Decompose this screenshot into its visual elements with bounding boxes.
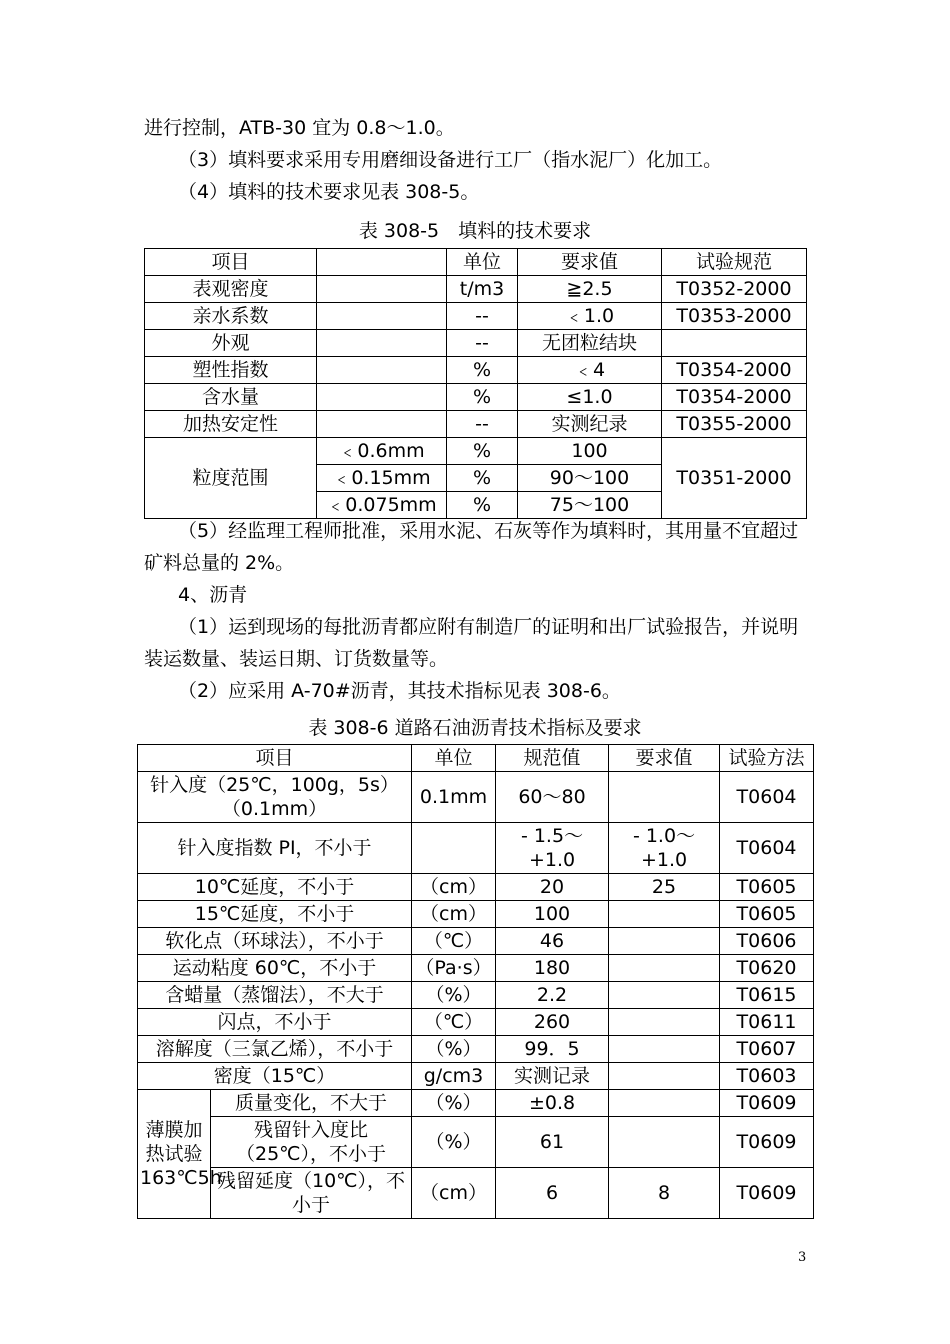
table-cell: - 1.5～+1.0 [496,823,609,874]
table-cell: T0354-2000 [662,384,807,411]
table-cell: 无团粒结块 [518,330,662,357]
paragraph-filler-cement-lime: （5）经监理工程师批准，采用水泥、石灰等作为填料时，其用量不宜超过矿料总量的 2%。 [144,520,799,574]
table-cell: 10℃延度，不小于 [138,874,412,901]
column-header [317,249,447,276]
grading-row [145,438,807,465]
table-cell: （%） [412,1090,496,1117]
table-cell: （Pa·s） [412,955,496,982]
table-row [138,1063,814,1090]
table-cell: 25 [609,874,720,901]
table-row [145,276,807,303]
table-cell: -- [447,303,518,330]
table-cell: T0604 [720,823,814,874]
column-header: 要求值 [609,745,720,772]
table-cell: 含水量 [145,384,317,411]
table-cell: 含蜡量（蒸馏法），不大于 [138,982,412,1009]
table-header-row [145,249,807,276]
table-cell: -- [447,330,518,357]
table-row [138,823,814,874]
tfot-row [138,1117,814,1168]
table-row [145,330,807,357]
table-cell: 残留针入度比（25℃），不小于 [211,1117,412,1168]
table-cell [609,928,720,955]
table-cell [317,303,447,330]
table-cell: 90～100 [518,465,662,492]
table-cell [609,1036,720,1063]
column-header: 项目 [145,249,317,276]
table-cell: g/cm3 [412,1063,496,1090]
table-row [145,303,807,330]
table-cell: 质量变化，不大于 [211,1090,412,1117]
table-cell: （%） [412,982,496,1009]
table-cell [609,1063,720,1090]
table-cell: T0609 [720,1168,814,1219]
table-cell: % [447,384,518,411]
table-cell: 亲水系数 [145,303,317,330]
tfot-row [138,1090,814,1117]
paragraph-filler-reference: （4）填料的技术要求见表 308-5。 [178,181,480,203]
table-cell [317,384,447,411]
table-308-6-caption: 表 308-6 道路石油沥青技术指标及要求 [308,717,642,739]
table-cell [609,955,720,982]
table-cell: % [447,492,518,519]
table-cell: 99．5 [496,1036,609,1063]
table-cell: 闪点，不小于 [138,1009,412,1036]
column-header: 单位 [412,745,496,772]
table-row [145,411,807,438]
table-row [138,982,814,1009]
table-cell: T0355-2000 [662,411,807,438]
table-cell: 260 [496,1009,609,1036]
table-cell: T0605 [720,874,814,901]
table-cell: 运动粘度 60℃，不小于 [138,955,412,982]
table-cell: 0.1mm [412,772,496,823]
table-row [145,384,807,411]
table-cell: （℃） [412,1009,496,1036]
table-cell: 6 [496,1168,609,1219]
table-cell: T0611 [720,1009,814,1036]
table-row [138,1009,814,1036]
table-row [138,928,814,955]
table-cell: ﹤0.075mm [317,492,447,519]
table-cell: （℃） [412,928,496,955]
table-cell: ≧2.5 [518,276,662,303]
table-cell: 75～100 [518,492,662,519]
table-cell [317,411,447,438]
table-cell: 溶解度（三氯乙烯），不小于 [138,1036,412,1063]
table-cell: T0607 [720,1036,814,1063]
table-row [138,955,814,982]
table-cell [609,901,720,928]
table-row [138,772,814,823]
table-cell [317,357,447,384]
table-row [138,874,814,901]
table-cell: 针入度（25℃，100g，5s）（0.1mm） [138,772,412,823]
paragraph-asphalt-certificate: （1）运到现场的每批沥青都应附有制造厂的证明和出厂试验报告，并说明装运数量、装运日期、订货数量等。 [144,616,799,670]
table-cell: ﹤0.15mm [317,465,447,492]
table-cell: T0609 [720,1090,814,1117]
table-cell: 残留延度（10℃），不小于 [211,1168,412,1219]
table-cell [412,823,496,874]
table-cell: （cm） [412,874,496,901]
column-header: 项目 [138,745,412,772]
table-row [138,901,814,928]
table-cell: 180 [496,955,609,982]
table-cell: （%） [412,1117,496,1168]
grading-label: 粒度范围 [145,438,317,519]
paragraph-atb30: 进行控制，ATB-30 宜为 0.8～1.0。 [144,117,455,139]
table-cell: % [447,465,518,492]
table-cell: ≤1.0 [518,384,662,411]
column-header: 试验规范 [662,249,807,276]
paragraph-asphalt-grade: （2）应采用 A-70#沥青，其技术指标见表 308-6。 [178,680,621,702]
table-cell: ﹤4 [518,357,662,384]
table-cell: 针入度指数 PI，不小于 [138,823,412,874]
page-number: 3 [798,1250,807,1265]
table-cell: （cm） [412,901,496,928]
filler-requirements-table [144,248,807,519]
table-cell [662,330,807,357]
table-cell: T0603 [720,1063,814,1090]
table-cell: 8 [609,1168,720,1219]
table-cell: 61 [496,1117,609,1168]
asphalt-spec-table [137,744,814,1219]
table-cell [609,1009,720,1036]
table-cell: t/m3 [447,276,518,303]
table-cell [317,276,447,303]
table-cell: 密度（15℃） [138,1063,412,1090]
table-cell [317,330,447,357]
table-308-5-caption: 表 308-5 填料的技术要求 [358,220,592,242]
table-cell: 46 [496,928,609,955]
table-cell: 60～80 [496,772,609,823]
table-cell: 外观 [145,330,317,357]
table-cell: T0605 [720,901,814,928]
table-cell: 实测纪录 [518,411,662,438]
table-cell: T0620 [720,955,814,982]
table-cell: 100 [518,438,662,465]
table-row [138,1036,814,1063]
table-cell: 20 [496,874,609,901]
table-cell [609,1090,720,1117]
table-cell: 塑性指数 [145,357,317,384]
column-header: 规范值 [496,745,609,772]
paragraph-filler-processing: （3）填料要求采用专用磨细设备进行工厂（指水泥厂）化加工。 [178,149,723,171]
table-cell [609,982,720,1009]
table-cell: - 1.0～+1.0 [609,823,720,874]
table-cell: 15℃延度，不小于 [138,901,412,928]
table-cell: T0354-2000 [662,357,807,384]
column-header: 单位 [447,249,518,276]
table-cell: T0615 [720,982,814,1009]
table-cell: ﹤0.6mm [317,438,447,465]
column-header: 试验方法 [720,745,814,772]
table-cell [609,772,720,823]
table-cell: T0609 [720,1117,814,1168]
tfot-row [138,1168,814,1219]
table-cell: 100 [496,901,609,928]
table-cell: % [447,357,518,384]
table-cell: T0604 [720,772,814,823]
table-cell: 2.2 [496,982,609,1009]
tfot-label: 薄膜加热试验163℃5h [138,1090,211,1219]
table-header-row [138,745,814,772]
table-cell: （cm） [412,1168,496,1219]
table-cell: ﹤1.0 [518,303,662,330]
table-cell: 表观密度 [145,276,317,303]
table-cell: T0352-2000 [662,276,807,303]
table-cell: -- [447,411,518,438]
table-cell: 软化点（环球法），不小于 [138,928,412,955]
section-heading-asphalt: 4、沥青 [178,584,248,606]
table-cell: % [447,438,518,465]
table-row [145,357,807,384]
table-cell: 实测记录 [496,1063,609,1090]
table-cell: T0353-2000 [662,303,807,330]
column-header: 要求值 [518,249,662,276]
table-cell: ±0.8 [496,1090,609,1117]
table-cell: 加热安定性 [145,411,317,438]
table-cell: T0606 [720,928,814,955]
grading-method: T0351-2000 [662,438,807,519]
table-cell [609,1117,720,1168]
table-cell: （%） [412,1036,496,1063]
